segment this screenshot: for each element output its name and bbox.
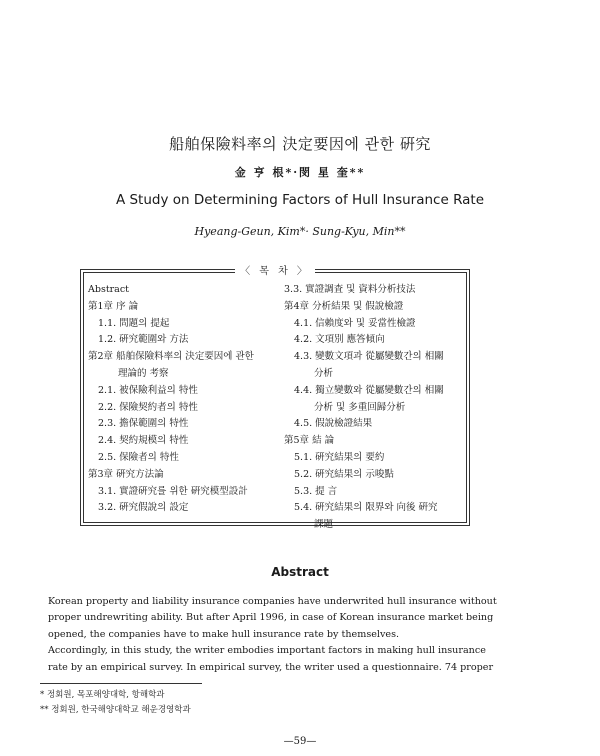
toc-left-column xyxy=(88,282,278,517)
abstract-line: Korean property and liability insurance companies have underwrited hull insurance without xyxy=(48,596,497,607)
abstract-line: opened, the companies have to make hull insurance rate by themselves. xyxy=(48,628,400,640)
toc-entry: 2.4. 契約規模의 特性 xyxy=(98,435,189,447)
page-number: —59— xyxy=(283,736,317,747)
toc-entry: 理論的 考察 xyxy=(118,367,169,379)
footnote-2: ** 정회원, 한국해양대학교 해운경영학과 xyxy=(40,705,191,715)
footnote-1: * 정회원, 목포해양대학, 항해학과 xyxy=(40,690,165,700)
footnote-rule xyxy=(40,683,202,684)
toc-entry: 4.1. 信賴度와 및 妥當性檢證 xyxy=(294,317,416,329)
toc-entry: 第3章 硏究方法論 xyxy=(88,468,164,480)
toc-entry: 5.1. 硏究結果의 要約 xyxy=(294,451,385,463)
toc-entry: 課題 xyxy=(314,519,334,531)
toc-entry: 2.1. 被保險利益의 特性 xyxy=(98,384,198,396)
toc-entry: 2.5. 保險者의 特性 xyxy=(98,451,179,463)
toc-entry: 2.3. 擔保範圍의 特性 xyxy=(98,418,189,430)
toc-entry: 3.1. 實證硏究를 위한 硏究模型設計 xyxy=(98,485,248,497)
toc-entry: 1.1. 問題의 提起 xyxy=(98,317,170,329)
abstract-heading: Abstract xyxy=(271,565,329,579)
toc-entry: 第1章 序 論 xyxy=(88,300,139,312)
abstract-line: Accordingly, in this study, the writer embodies important factors in making hull insurance xyxy=(48,645,486,657)
toc-entry: 第4章 分析結果 및 假說檢證 xyxy=(284,300,404,312)
english-authors: Hyeang-Geun, Kim*· Sung-Kyu, Min** xyxy=(194,225,406,238)
toc-entry: 分析 및 多重回歸分析 xyxy=(314,401,406,413)
toc-entry: 第2章 船舶保險料率의 決定要因에 관한 xyxy=(88,351,254,363)
abstract-body xyxy=(48,594,558,676)
toc-entry: 4.5. 假說檢證結果 xyxy=(294,418,373,430)
abstract-line: proper undrewriting ability. But after April 1996, in case of Korean insurance market being xyxy=(48,612,494,624)
toc-heading: 〈 목 차 〉 xyxy=(235,262,315,277)
toc-entry: 2.2. 保險契約者의 特性 xyxy=(98,401,198,413)
english-title: A Study on Determining Factors of Hull Insurance Rate xyxy=(115,192,485,208)
toc-entry: 5.3. 提 言 xyxy=(294,485,338,497)
toc-entry: 5.4. 硏究結果의 限界와 向後 硏究 xyxy=(294,502,438,514)
toc-entry: 3.2. 硏究假說의 設定 xyxy=(98,502,189,514)
toc-right-column xyxy=(284,282,464,534)
toc-entry: 4.4. 獨立變數와 從屬變數간의 相關 xyxy=(294,384,444,396)
toc-entry: 第5章 結 論 xyxy=(284,435,335,447)
toc-entry: Abstract xyxy=(88,284,129,295)
toc-entry: 1.2. 硏究範圍와 方法 xyxy=(98,334,189,346)
korean-authors: 金 亨 根*·閔 星 奎** xyxy=(234,166,366,179)
toc-entry: 5.2. 硏究結果의 示唆點 xyxy=(294,468,394,480)
abstract-line: rate by an empirical survey. In empirical survey, the writer used a questionnaire. 74 proper xyxy=(48,661,494,673)
toc-entry: 3.3. 實證調査 및 資料分析技法 xyxy=(284,284,416,295)
korean-title: 船舶保險料率의 決定要因에 관한 硏究 xyxy=(169,135,431,153)
toc-entry: 4.2. 文項別 應答傾向 xyxy=(294,334,385,346)
toc-entry: 4.3. 變數文項과 從屬變數간의 相關 xyxy=(294,351,444,363)
toc-entry: 分析 xyxy=(314,367,334,379)
